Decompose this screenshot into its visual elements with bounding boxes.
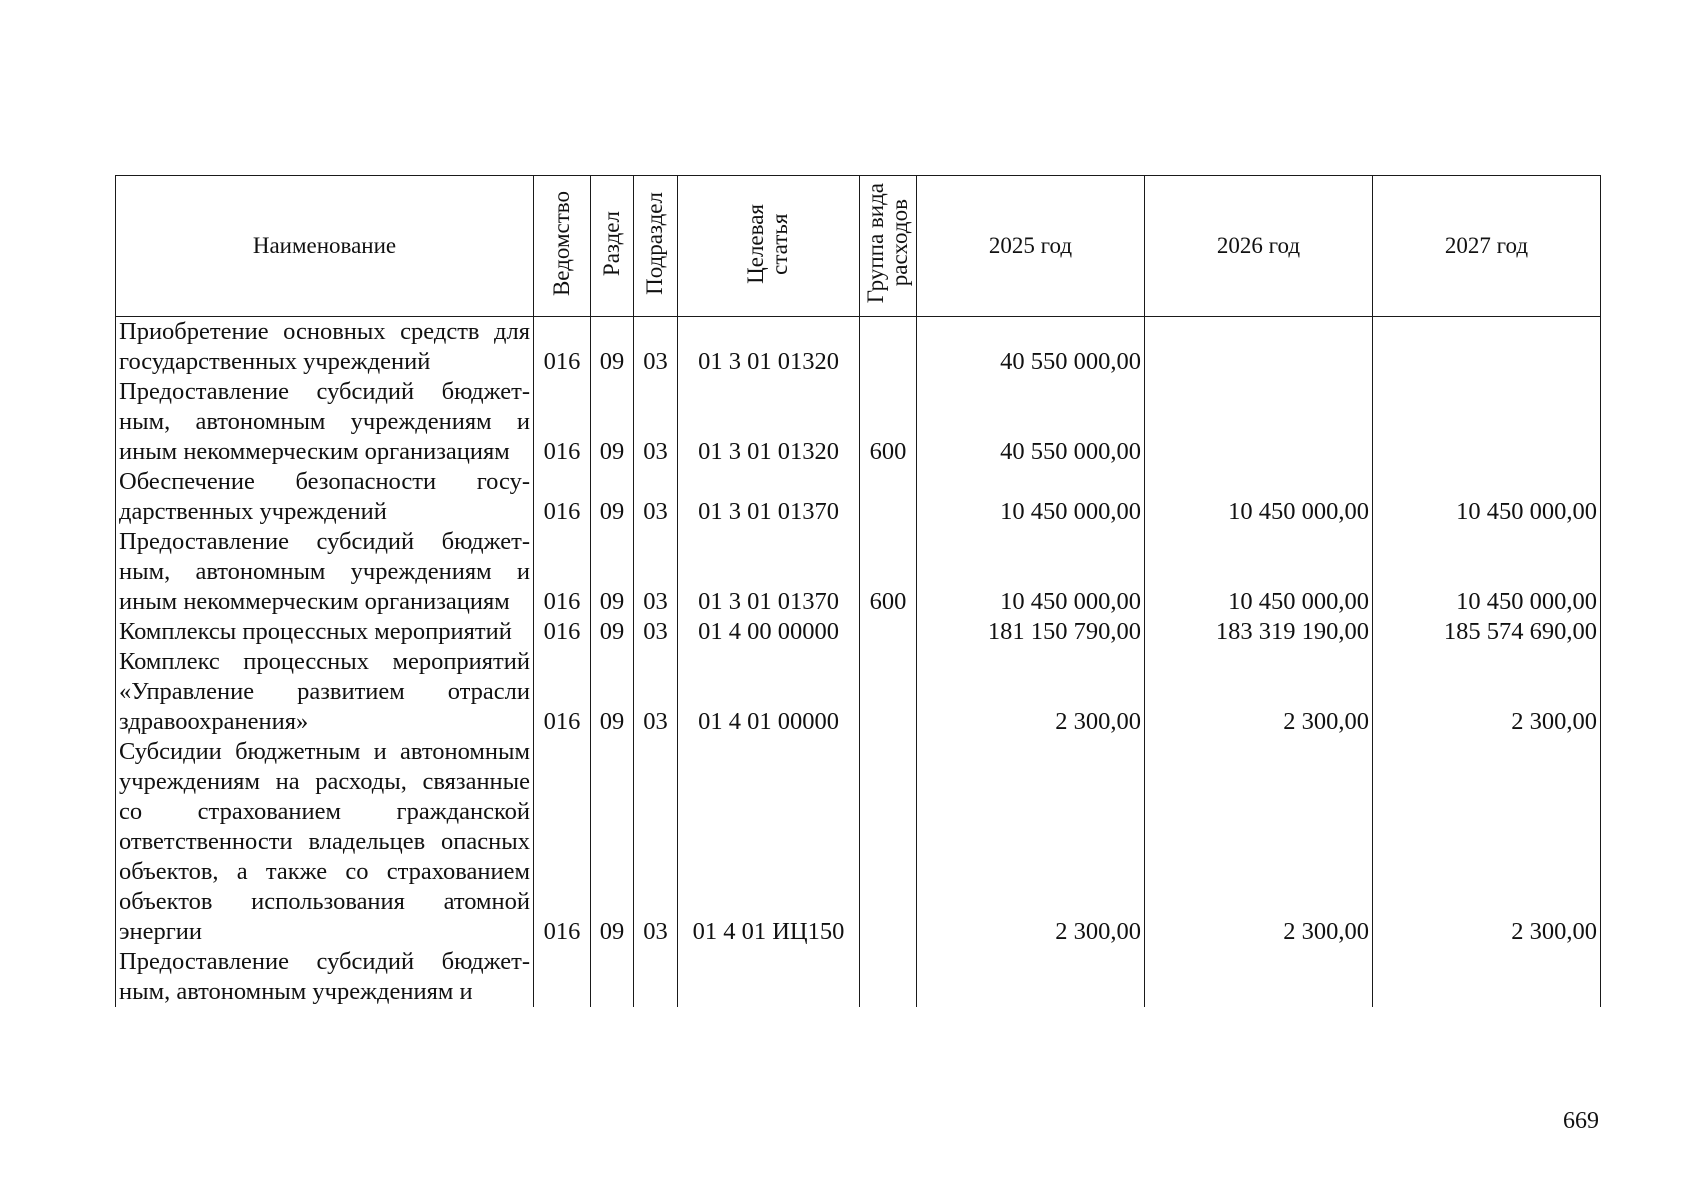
table-row — [116, 737, 1601, 947]
row-podrazdel: 03 — [634, 647, 678, 737]
header-celevaya-statya: Целевая статья — [678, 176, 860, 317]
row-podrazdel: 03 — [634, 317, 678, 378]
row-vid-rashodov — [860, 467, 917, 527]
row-amount-2027 — [1373, 317, 1601, 378]
row-amount-2025: 10 450 000,00 — [917, 527, 1145, 617]
row-celevaya-statya: 01 3 01 01320 — [678, 377, 860, 467]
row-amount-2026 — [1145, 377, 1373, 467]
row-vid-rashodov: 600 — [860, 527, 917, 617]
row-name: Субсидии бюджетным и автономным учреждениям на расходы, связанные со страхованием гражданской ответственности владельцев опасных объектов, а также со страхованием объектов использования атомной энергии — [116, 737, 534, 947]
row-amount-2027 — [1373, 947, 1601, 1007]
row-vid-rashodov — [860, 737, 917, 947]
header-name: Наименование — [116, 176, 534, 317]
row-amount-2026: 10 450 000,00 — [1145, 467, 1373, 527]
header-2026: 2026 год — [1145, 176, 1373, 317]
header-2027: 2027 год — [1373, 176, 1601, 317]
page-number: 669 — [1563, 1108, 1599, 1134]
row-podrazdel: 03 — [634, 737, 678, 947]
row-razdel: 09 — [591, 317, 634, 378]
row-amount-2027: 10 450 000,00 — [1373, 527, 1601, 617]
row-amount-2026: 2 300,00 — [1145, 647, 1373, 737]
table-row — [116, 617, 1601, 647]
table-row — [116, 377, 1601, 467]
row-amount-2026: 183 319 190,00 — [1145, 617, 1373, 647]
row-vid-rashodov — [860, 647, 917, 737]
table-row — [116, 527, 1601, 617]
row-amount-2025: 10 450 000,00 — [917, 467, 1145, 527]
row-celevaya-statya: 01 4 01 00000 — [678, 647, 860, 737]
budget-table — [115, 175, 1601, 1007]
row-vedomstvo: 016 — [534, 617, 591, 647]
row-celevaya-statya: 01 3 01 01370 — [678, 467, 860, 527]
row-amount-2025: 40 550 000,00 — [917, 317, 1145, 378]
row-podrazdel: 03 — [634, 377, 678, 467]
row-razdel: 09 — [591, 467, 634, 527]
row-vedomstvo: 016 — [534, 377, 591, 467]
header-vedomstvo: Ведомство — [534, 176, 591, 317]
header-razdel: Раздел — [591, 176, 634, 317]
row-amount-2026: 10 450 000,00 — [1145, 527, 1373, 617]
row-amount-2027: 2 300,00 — [1373, 737, 1601, 947]
row-podrazdel: 03 — [634, 617, 678, 647]
row-name: Предоставление субсидий бюджетным, автономным учреждениям и иным некоммерческим организациям — [116, 377, 534, 467]
row-razdel: 09 — [591, 527, 634, 617]
row-amount-2025: 40 550 000,00 — [917, 377, 1145, 467]
row-amount-2027: 185 574 690,00 — [1373, 617, 1601, 647]
row-name: Предоставление субсидий бюджетным, автономным учреждениям и — [116, 947, 534, 1007]
header-podrazdel: Подраздел — [634, 176, 678, 317]
row-podrazdel — [634, 947, 678, 1007]
header-gruppa-vida-rashodov: Группа вида расходов — [860, 176, 917, 317]
row-podrazdel: 03 — [634, 527, 678, 617]
table-row — [116, 317, 1601, 378]
row-razdel: 09 — [591, 617, 634, 647]
row-razdel: 09 — [591, 377, 634, 467]
row-name: Комплексы процессных мероприятий — [116, 617, 534, 647]
row-amount-2025 — [917, 947, 1145, 1007]
row-amount-2026: 2 300,00 — [1145, 737, 1373, 947]
row-name: Предоставление субсидий бюджетным, автономным учреждениям и иным некоммерческим организациям — [116, 527, 534, 617]
row-name: Обеспечение безопасности государственных учреждений — [116, 467, 534, 527]
row-vid-rashodov — [860, 317, 917, 378]
row-vedomstvo: 016 — [534, 647, 591, 737]
row-vedomstvo — [534, 947, 591, 1007]
row-amount-2027: 2 300,00 — [1373, 647, 1601, 737]
row-celevaya-statya: 01 3 01 01320 — [678, 317, 860, 378]
table-row — [116, 647, 1601, 737]
row-amount-2027: 10 450 000,00 — [1373, 467, 1601, 527]
row-vid-rashodov: 600 — [860, 377, 917, 467]
row-celevaya-statya — [678, 947, 860, 1007]
row-podrazdel: 03 — [634, 467, 678, 527]
row-amount-2027 — [1373, 377, 1601, 467]
row-vedomstvo: 016 — [534, 467, 591, 527]
row-celevaya-statya: 01 4 01 ИЦ150 — [678, 737, 860, 947]
row-vid-rashodov — [860, 617, 917, 647]
row-amount-2026 — [1145, 947, 1373, 1007]
row-vid-rashodov — [860, 947, 917, 1007]
row-amount-2025: 2 300,00 — [917, 647, 1145, 737]
table-row — [116, 467, 1601, 527]
row-celevaya-statya: 01 4 00 00000 — [678, 617, 860, 647]
row-amount-2025: 2 300,00 — [917, 737, 1145, 947]
row-amount-2026 — [1145, 317, 1373, 378]
row-amount-2025: 181 150 790,00 — [917, 617, 1145, 647]
row-vedomstvo: 016 — [534, 527, 591, 617]
row-vedomstvo: 016 — [534, 737, 591, 947]
header-2025: 2025 год — [917, 176, 1145, 317]
table-header-row — [116, 176, 1601, 317]
row-name: Приобретение основных средств для государственных учреждений — [116, 317, 534, 378]
row-razdel: 09 — [591, 647, 634, 737]
row-vedomstvo: 016 — [534, 317, 591, 378]
row-razdel: 09 — [591, 737, 634, 947]
table-row-continued — [116, 947, 1601, 1007]
row-razdel — [591, 947, 634, 1007]
row-name: Комплекс процессных мероприятий «Управление развитием отрасли здравоохранения» — [116, 647, 534, 737]
row-celevaya-statya: 01 3 01 01370 — [678, 527, 860, 617]
